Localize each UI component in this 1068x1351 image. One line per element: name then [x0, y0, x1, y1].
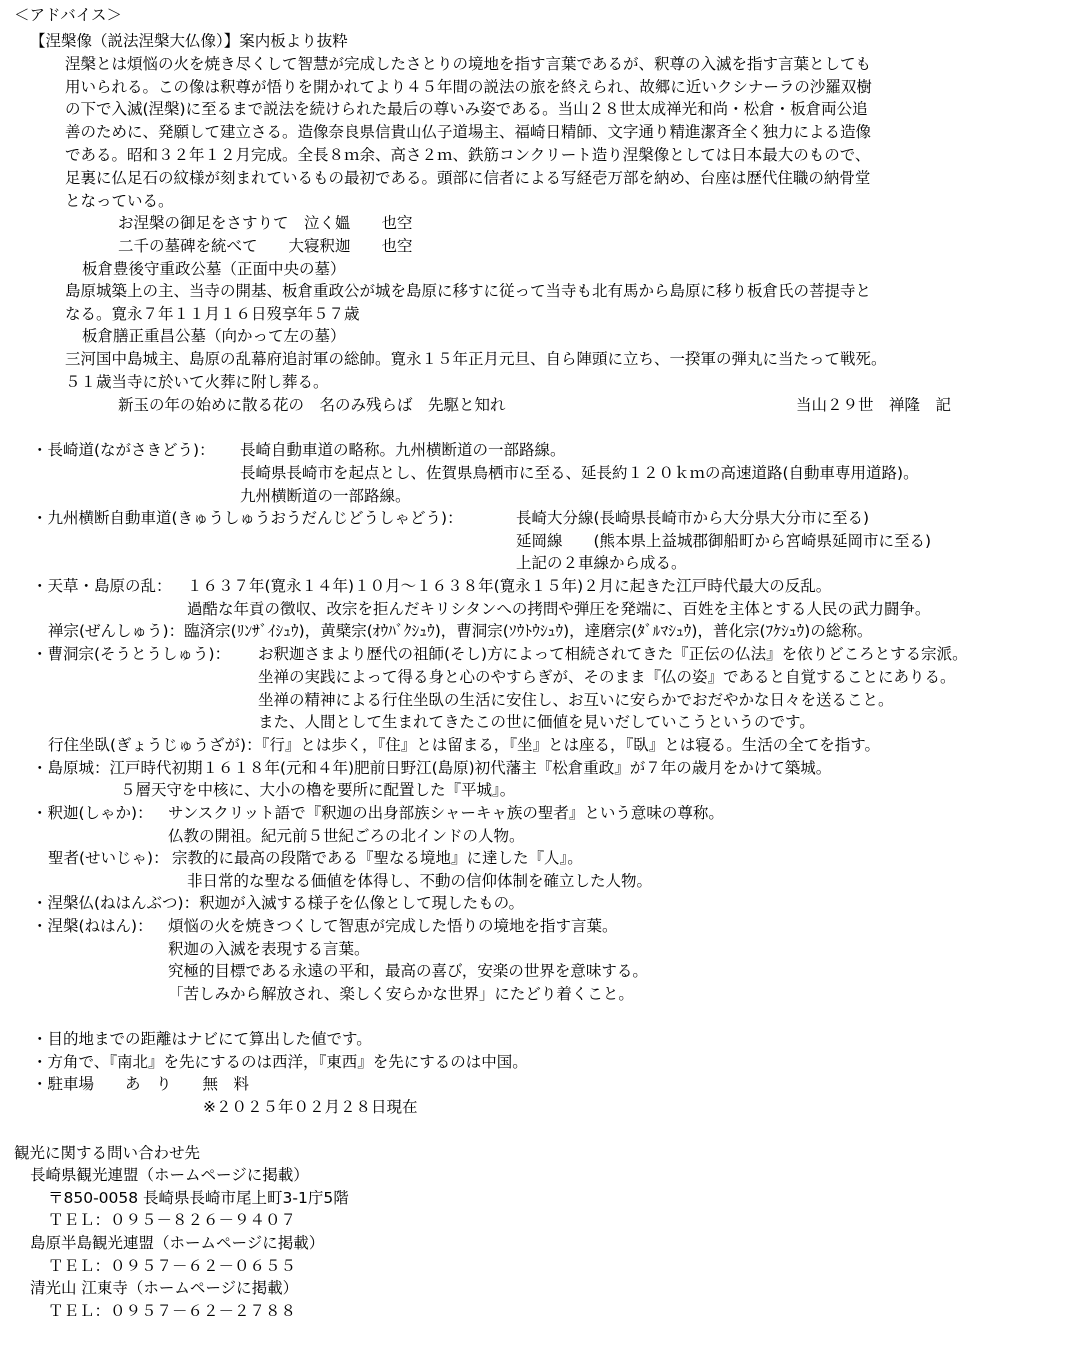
- haiku-line: お涅槃の御足をさすりて 泣く媼 也空: [118, 214, 413, 232]
- note-parking: ・駐車場 あ り 無 料: [32, 1075, 250, 1093]
- contact-org-name: 長崎県観光連盟（ホームページに掲載）: [30, 1166, 309, 1184]
- grave-body-line: ５１歳当寺に於いて火葬に附し葬る。: [65, 373, 329, 391]
- term-nehanbutsu: ・涅槃仏(ねはんぶつ)：釈迦が入滅する様子を仏像として現したもの。: [32, 894, 524, 912]
- term-zen: 禅宗(ぜんしゅう)：臨済宗(ﾘﾝｻﾞｲｼｭｳ)，黄檗宗(ｵｳﾊﾞｸｼｭｳ)，曹洞宗(ｿｳﾄｳｼｭｳ)，達磨宗(ﾀﾞﾙﾏｼｭｳ)，普化宗(ﾌｹｼｭｳ)の総称。: [48, 622, 873, 640]
- sign-title: 【涅槃像（説法涅槃大仏像）】案内板より抜粋: [30, 32, 348, 50]
- contact-phone: ＴＥＬ：０９５７－６２－２７８８: [48, 1302, 297, 1320]
- definition-line: 非日常的な聖なる価値を体得し、不動の信仰体制を確立した人物。: [187, 872, 653, 890]
- grave-body-line: 島原城築上の主、当寺の開基、板倉重政公が城を島原に移すに従って当寺も北有馬から島原に移り板倉氏の菩提寺と: [65, 282, 872, 300]
- term-gyoju-zaga: 行住坐臥(ぎょうじゅうざが)：『行』とは歩く，『住』とは留まる，『坐』とは座る，『臥』とは寝る。生活の全てを指す。: [48, 736, 881, 754]
- definition-line: 釈迦の入滅を表現する言葉。: [168, 940, 370, 958]
- grave-body-line: なる。寛永７年１１月１６日歿享年５７歳: [65, 305, 360, 323]
- definition-line: ５層天守を中核に、大小の櫓を要所に配置した『平城』。: [120, 781, 516, 799]
- term-shimabara-rebellion: ・天草・島原の乱：: [32, 577, 172, 595]
- grave-body-line: 三河国中島城主、島原の乱幕府追討軍の総帥。寛永１５年正月元旦、自ら陣頭に立ち、一揆軍の弾丸に当たって戦死。: [65, 350, 887, 368]
- definition-line: 長崎自動車道の略称。九州横断道の一部路線。: [240, 441, 566, 459]
- definition-line: 仏教の開祖。紀元前５世紀ごろの北インドの人物。: [168, 827, 525, 845]
- term-kyushu-expressway: ・九州横断自動車道(きゅうしゅうおうだんじどうしゃどう)：: [32, 509, 463, 527]
- note-direction: ・方角で、『南北』を先にするのは西洋，『東西』を先にするのは中国。: [32, 1053, 528, 1071]
- signature: 当山２９世 禅隆 記: [796, 396, 952, 414]
- term-shaka: ・釈迦(しゃか)：: [32, 804, 153, 822]
- definition-line: 坐禅の精神による行住坐臥の生活に安住し、お互いに安らかでおだやかな日々を送ること。: [258, 691, 894, 709]
- definition-line: 究極的目標である永遠の平和，最高の喜び，安楽の世界を意味する。: [168, 962, 648, 980]
- definition-line: 延岡線 (熊本県上益城郡御船町から宮崎県延岡市に至る): [516, 532, 932, 550]
- term-nehan: ・涅槃(ねはん)：: [32, 917, 153, 935]
- term-soto: ・曹洞宗(そうとうしゅう)：: [32, 645, 231, 663]
- note-distance: ・目的地までの距離はナビにて算出した値です。: [32, 1030, 372, 1048]
- term-seija: 聖者(せいじゃ)：: [48, 849, 169, 867]
- definition-line: 九州横断道の一部路線。: [240, 487, 411, 505]
- sign-body-line: である。昭和３２年１２月完成。全長８ｍ余、高さ２ｍ、鉄筋コンクリート造り涅槃像としては日本最大のもので、: [65, 146, 871, 164]
- term-nagasaki-road: ・長崎道(ながさきどう)：: [32, 441, 215, 459]
- haiku-line: 二千の墓碑を統べて 大寝釈迦 也空: [118, 237, 413, 255]
- sign-body-line: の下で入滅(涅槃)に至るまで説法を続けられた最后の尊いみ姿である。当山２８世太成禅光和尚・松倉・板倉両公追: [65, 100, 868, 118]
- farewell-poem: 新玉の年の始めに散る花の 名のみ残らば 先駆と知れ: [118, 396, 506, 414]
- sign-body-line: 用いられる。この像は釈尊が悟りを開かれてより４５年間の説法の旅を終えられ、故郷に近いクシナーラの沙羅双樹: [65, 78, 872, 96]
- sign-body-line: 涅槃とは煩悩の火を焼き尽くして智慧が完成したさとりの境地を指す言葉であるが、釈尊の入滅を指す言葉としても: [65, 55, 872, 73]
- definition-line: 過酷な年貢の徴収、改宗を拒んだキリシタンへの拷問や弾圧を発端に、百姓を主体とする人民の武力闘争。: [187, 600, 931, 618]
- definition-line: お釈迦さまより歴代の祖師(そし)方によって相続されてきた『正伝の仏法』を依りどころとする宗派。: [258, 645, 968, 663]
- definition-line: サンスクリット語で『釈迦の出身部族シャーキャ族の聖者』という意味の尊称。: [168, 804, 724, 822]
- definition-line: 長崎県長崎市を起点とし、佐賀県鳥栖市に至る、延長約１２０ｋｍの高速道路(自動車専用道路)。: [240, 464, 919, 482]
- definition-line: 上記の２車線から成る。: [516, 554, 687, 572]
- sign-body-line: 善のために、発願して建立さる。造像奈良県信貴山仏子道場主、福崎日精師、文字通り精進潔斉全く独力による造像: [65, 123, 872, 141]
- definition-line: １６３７年(寛永１４年)１０月～１６３８年(寛永１５年)２月に起きた江戸時代最大の反乱。: [187, 577, 832, 595]
- grave-title: 板倉豊後守重政公墓（正面中央の墓）: [82, 260, 346, 278]
- grave-title: 板倉膳正重昌公墓（向かって左の墓）: [82, 327, 346, 345]
- term-shimabara-castle: ・島原城：江戸時代初期１６１８年(元和４年)肥前日野江(島原)初代藩主『松倉重政』が７年の歳月をかけて築城。: [32, 759, 832, 777]
- advice-heading: ＜アドバイス＞: [14, 6, 123, 24]
- contact-address: 〒850-0058 長崎県長崎市尾上町3-1庁5階: [48, 1189, 349, 1207]
- definition-line: 坐禅の実践によって得る身と心のやすらぎが、そのまま『仏の姿』であると自覚することにありる。: [258, 668, 956, 686]
- definition-line: 宗教的に最高の段階である『聖なる境地』に達した『人』。: [172, 849, 583, 867]
- definition-line: 長崎大分線(長崎県長崎市から大分県大分市に至る): [516, 509, 870, 527]
- sign-body-line: 足裏に仏足石の紋様が刻まれているもの最初である。頭部に信者による写経壱万部を納め、台座は歴代住職の納骨堂: [65, 169, 871, 187]
- contact-phone: ＴＥＬ：０９５７－６２－０６５５: [48, 1257, 297, 1275]
- note-as-of-date: ※２０２５年０２月２８日現在: [203, 1098, 418, 1116]
- definition-line: 「苦しみから解放され、楽しく安らかな世界」にたどり着くこと。: [168, 985, 634, 1003]
- contact-org-name: 清光山 江東寺（ホームページに掲載）: [30, 1279, 299, 1297]
- contact-org-name: 島原半島観光連盟（ホームページに掲載）: [30, 1234, 325, 1252]
- definition-line: また、人間として生まれてきたこの世に価値を見いだしていこうというのです。: [258, 713, 815, 731]
- definition-line: 煩悩の火を焼きつくして智恵が完成した悟りの境地を指す言葉。: [168, 917, 618, 935]
- contact-phone: ＴＥＬ：０９５－８２６－９４０７: [48, 1211, 297, 1229]
- contacts-heading: 観光に関する問い合わせ先: [14, 1144, 201, 1162]
- sign-body-line: となっている。: [65, 192, 174, 210]
